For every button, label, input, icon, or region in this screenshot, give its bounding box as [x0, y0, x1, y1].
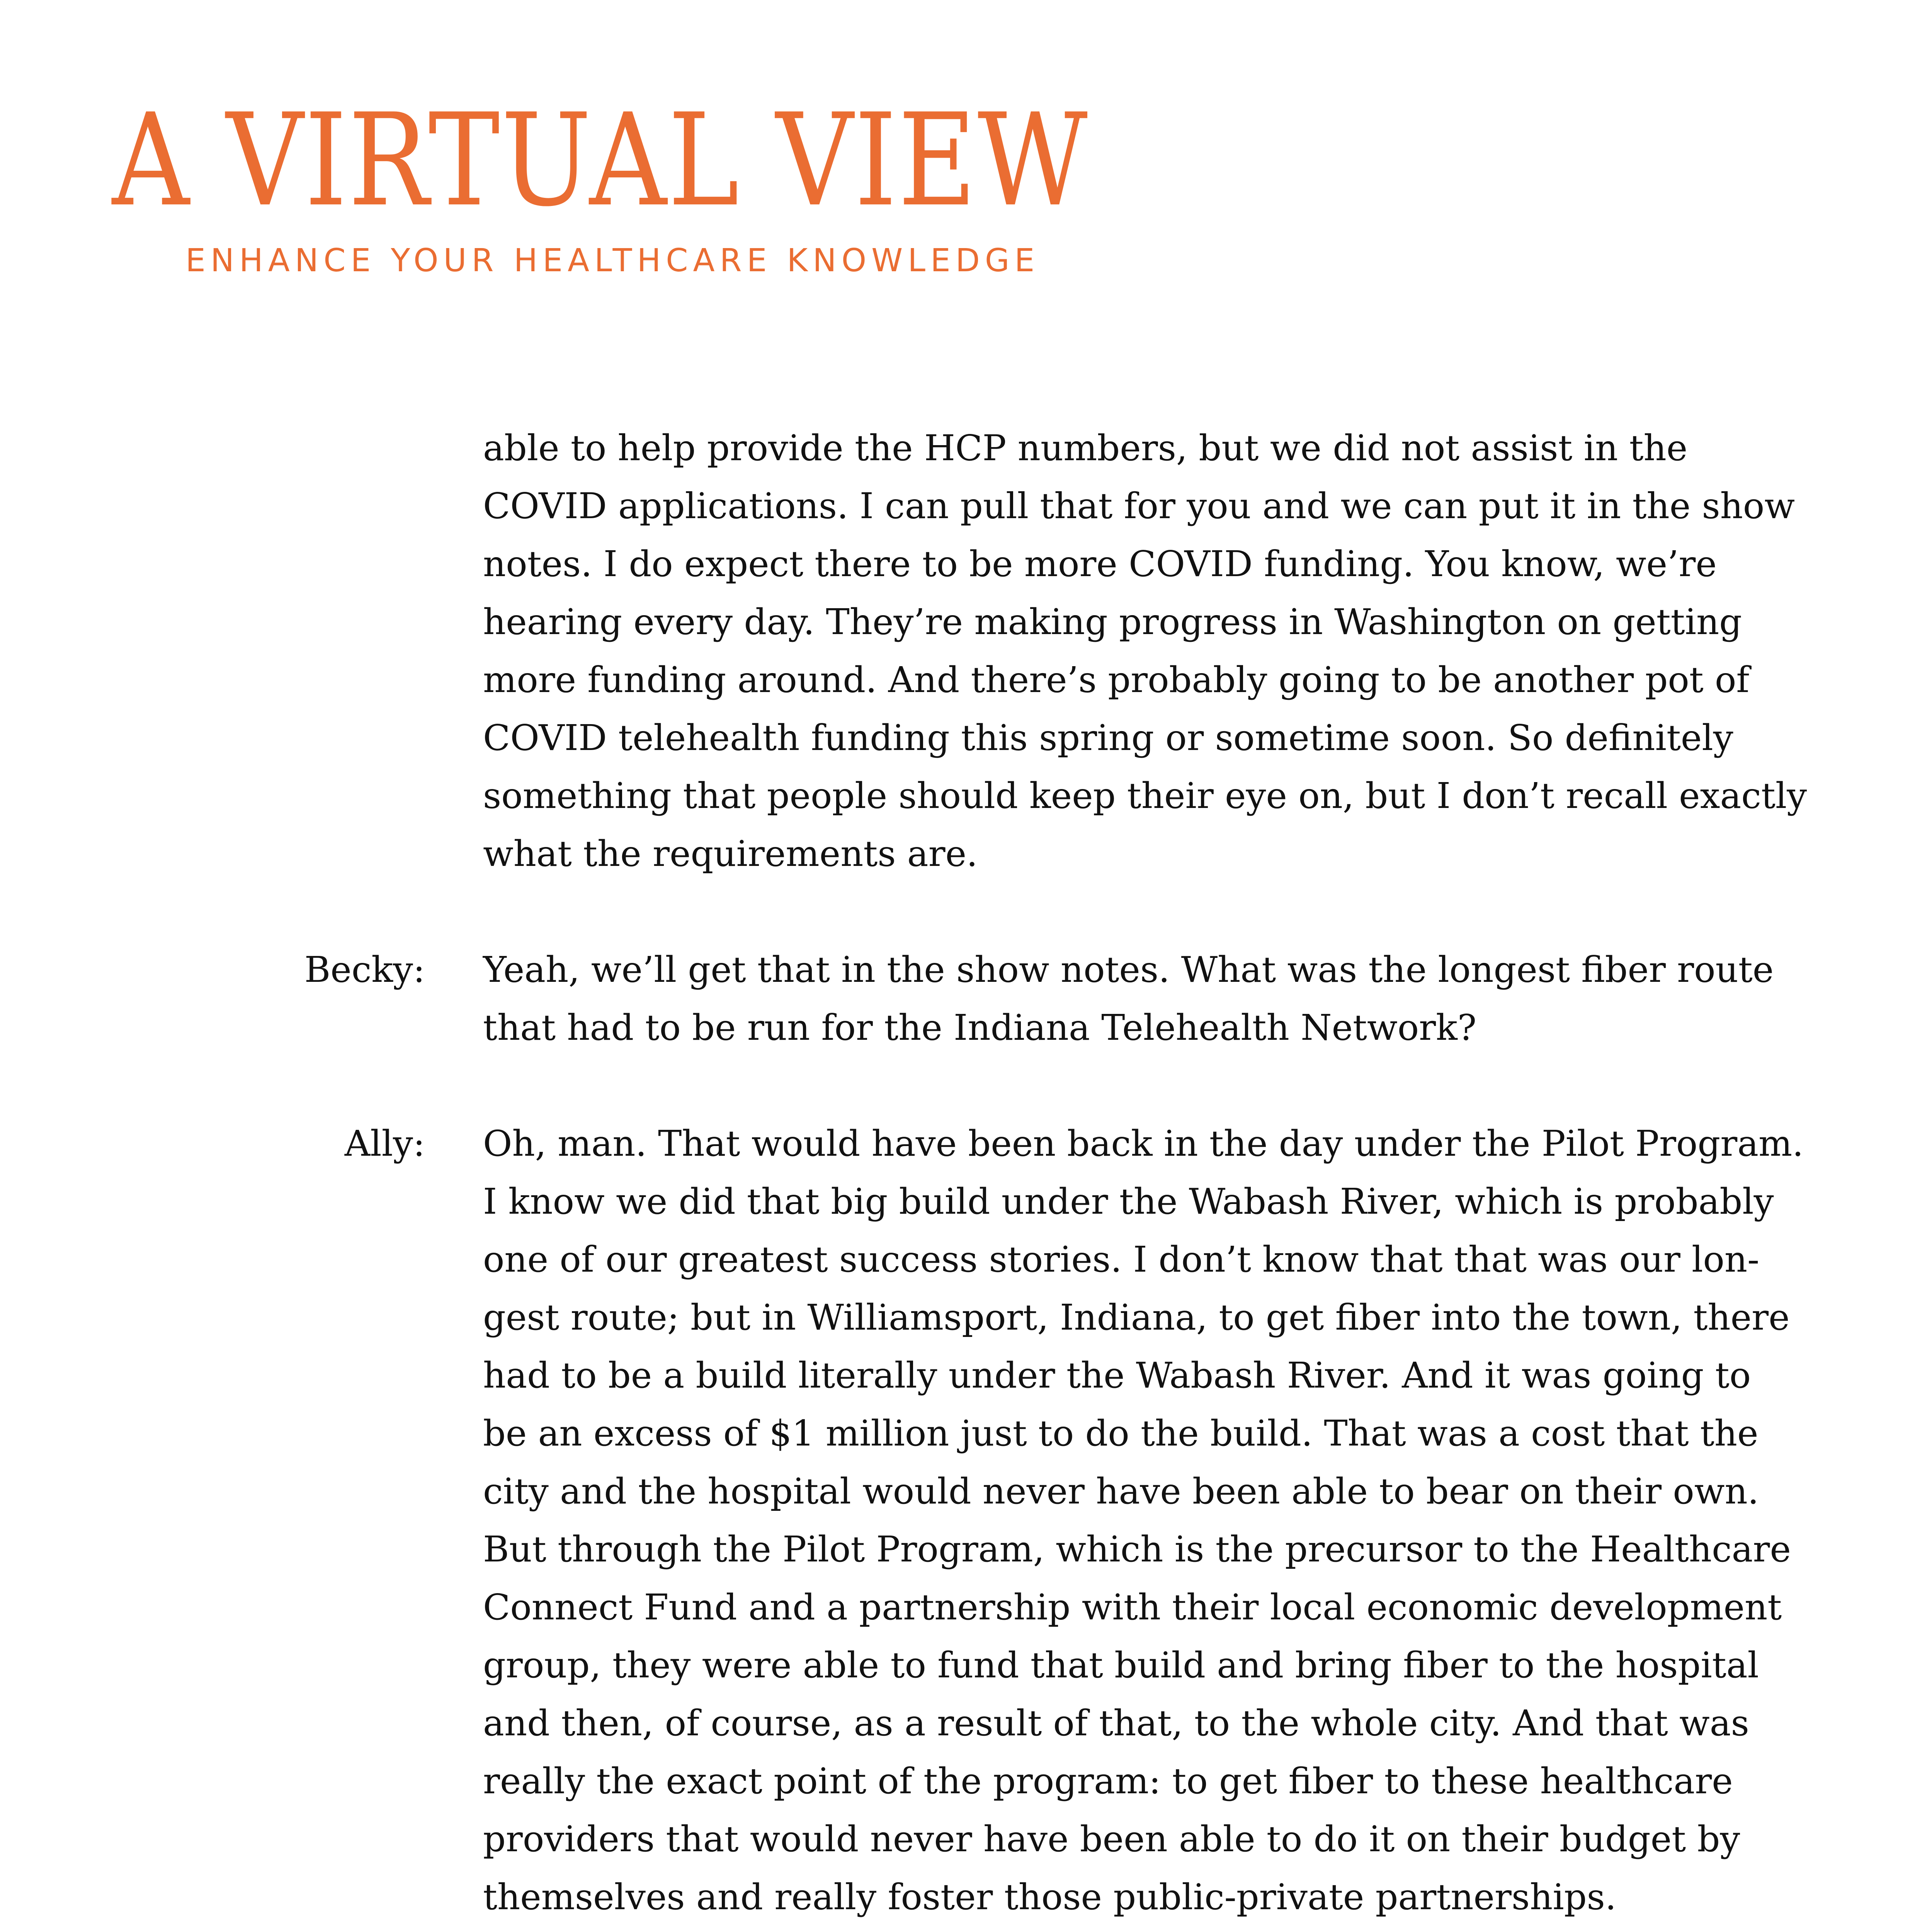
text-line: themselves and really foster those public-private partnerships. — [483, 1876, 1617, 1918]
transcript-turn — [0, 941, 1932, 1057]
text-line: Yeah, we’ll get that in the show notes. What was the longest fiber route — [483, 949, 1774, 990]
text-line: and then, of course, as a result of that, to the whole city. And that was — [483, 1702, 1749, 1744]
text-line: something that people should keep their eye on, but I don’t recall exactly — [483, 775, 1807, 816]
text-line: hearing every day. They’re making progress in Washington on getting — [483, 601, 1742, 643]
text-line: able to help provide the HCP numbers, but we did not assist in the — [483, 427, 1688, 469]
text-line: But through the Pilot Program, which is the precursor to the Healthcare — [483, 1529, 1791, 1570]
turn-text — [483, 1115, 1816, 1926]
text-line: providers that would never have been able to do it on their budget by — [483, 1818, 1740, 1860]
text-line: Oh, man. That would have been back in the day under the Pilot Program. — [483, 1123, 1804, 1164]
text-line: really the exact point of the program: to get fiber to these healthcare — [483, 1760, 1733, 1802]
text-line: COVID applications. I can pull that for you and we can put it in the show — [483, 485, 1795, 527]
text-line: gest route; but in Williamsport, Indiana, to get fiber into the town, there — [483, 1297, 1790, 1338]
text-line: had to be a build literally under the Wabash River. And it was going to — [483, 1355, 1751, 1396]
speaker-label: Becky: — [304, 949, 425, 990]
turn-text — [483, 419, 1816, 883]
text-line: what the requirements are. — [483, 833, 978, 874]
text-line: group, they were able to fund that build and bring fiber to the hospital — [483, 1645, 1759, 1686]
page-subtitle: ENHANCE YOUR HEALTHCARE KNOWLEDGE — [185, 242, 1040, 279]
speaker-label: Ally: — [344, 1123, 425, 1164]
transcript-turn — [0, 1115, 1932, 1926]
transcript-turn — [0, 419, 1932, 883]
text-line: notes. I do expect there to be more COVID funding. You know, we’re — [483, 543, 1717, 585]
text-line: I know we did that big build under the Wabash River, which is probably — [483, 1181, 1774, 1222]
text-line: that had to be run for the Indiana Telehealth Network? — [483, 1007, 1477, 1048]
transcript — [0, 419, 1932, 1932]
page-title: A VIRTUAL VIEW — [112, 86, 1089, 235]
text-line: be an excess of $1 million just to do the build. That was a cost that the — [483, 1413, 1759, 1454]
text-line: COVID telehealth funding this spring or sometime soon. So definitely — [483, 717, 1733, 759]
text-line: city and the hospital would never have been able to bear on their own. — [483, 1471, 1759, 1512]
text-line: Connect Fund and a partnership with their local economic development — [483, 1587, 1782, 1628]
text-line: one of our greatest success stories. I don’t know that that was our lon- — [483, 1239, 1760, 1280]
turn-text — [483, 941, 1816, 1057]
text-line: more funding around. And there’s probably going to be another pot of — [483, 659, 1750, 701]
